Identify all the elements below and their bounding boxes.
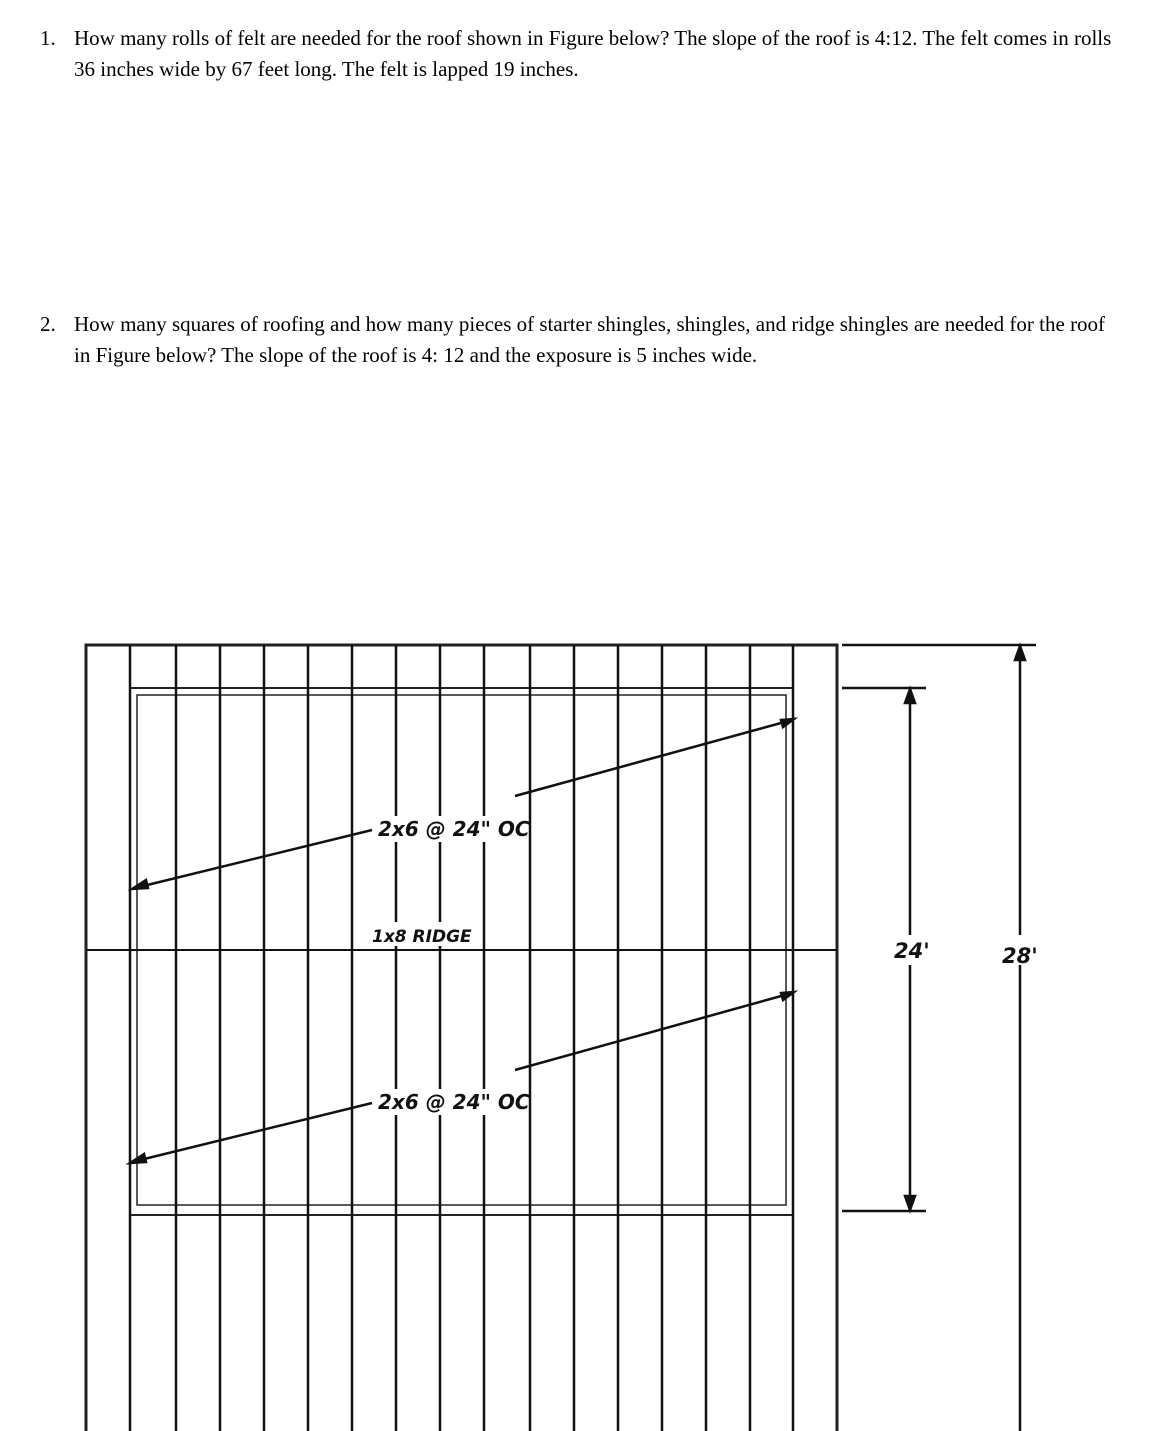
- question-2-number: 2.: [40, 312, 56, 336]
- wall-outer-line: [130, 688, 793, 1215]
- dim-inner-depth-label: 24': [894, 939, 930, 963]
- leader-top-left: [135, 830, 372, 888]
- dim-24-arrow-top-icon: [905, 689, 915, 703]
- leader-top-arrow-left-icon: [132, 880, 148, 889]
- dim-24-arrow-bottom-icon: [905, 1196, 915, 1210]
- roof-outer-edge: [86, 645, 837, 1431]
- question-1-number: 1.: [40, 26, 56, 50]
- ridge-label: 1x8 RIDGE: [372, 927, 472, 947]
- question-2-text: How many squares of roofing and how many pieces of starter shingles, shingles, and ridge shingles are needed for the roof in Figure below? The slope of the roof is 4: 12 and the exposure is 5 inches wide.: [74, 312, 1106, 367]
- dim-28-arrow-top-icon: [1015, 646, 1025, 660]
- rafter-top-label: 2x6 @ 24" OC: [378, 817, 530, 841]
- roof-outline: [86, 645, 837, 1431]
- leader-bottom-left: [132, 1103, 372, 1162]
- dim-outer-depth-label: 28': [1002, 944, 1038, 968]
- rafter-bottom-label: 2x6 @ 24" OC: [378, 1090, 530, 1114]
- rafters: [130, 645, 793, 1431]
- leader-bottom-arrow-left-icon: [130, 1154, 146, 1163]
- depth-dimensions: [842, 645, 1036, 1431]
- question-1-text: How many rolls of felt are needed for the roof shown in Figure below? The slope of the roof is 4:12. The felt comes in rolls 36 inches wide by 67 feet long. The felt is lapped 19 inches.: [74, 26, 1112, 81]
